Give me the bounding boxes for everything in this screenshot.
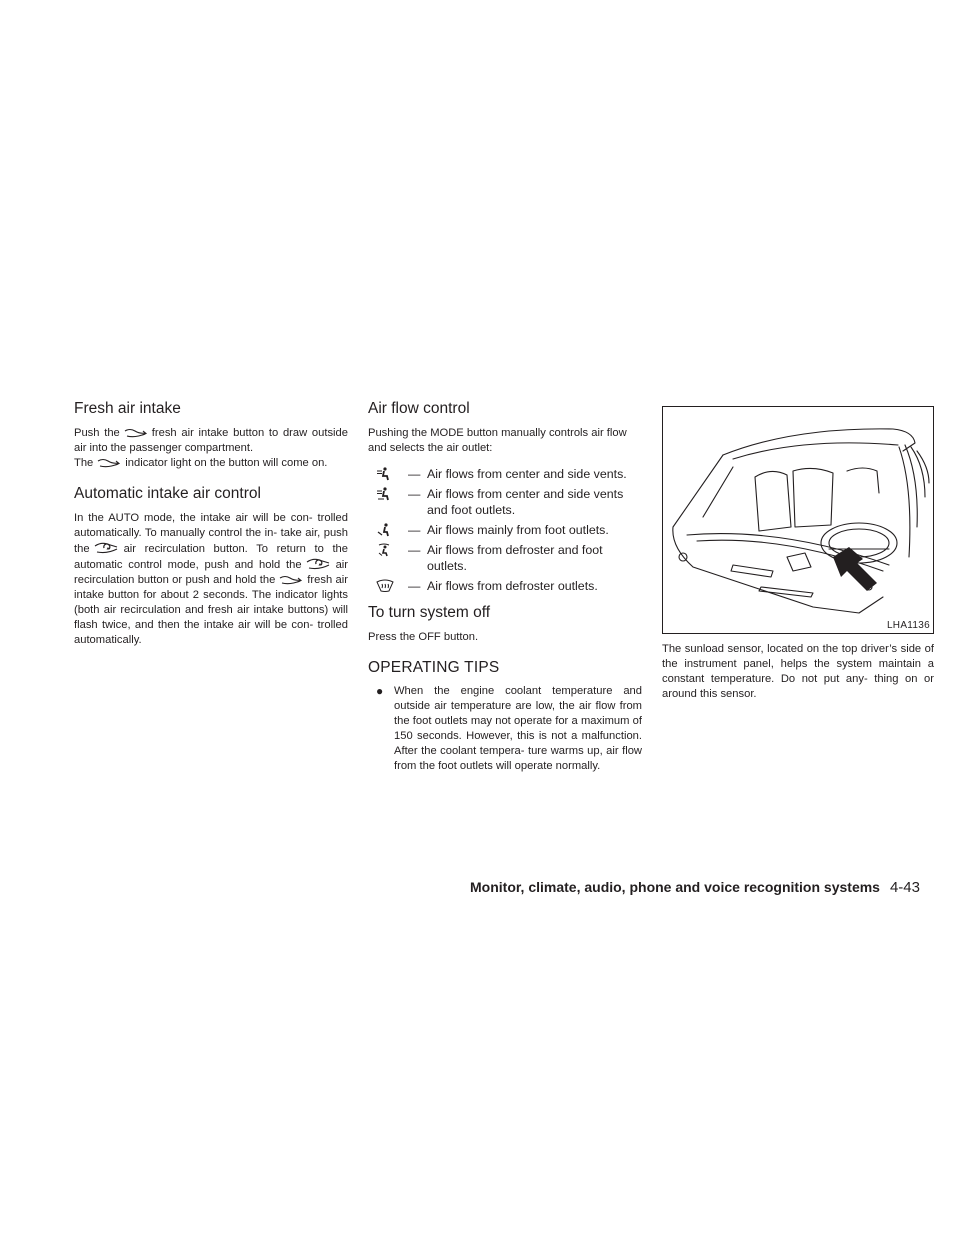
- airflow-mode-item: [368, 486, 642, 518]
- heading-fresh-air-intake: Fresh air intake: [74, 400, 181, 417]
- fresh-air-icon: [278, 574, 304, 586]
- text-run: indicator light on the button will come on.: [125, 456, 328, 469]
- tip-list-item: [368, 684, 642, 774]
- airflow-mode-item: [368, 522, 642, 538]
- mode-text: Air flows mainly from foot outlets.: [427, 522, 609, 537]
- heading-air-flow-control: Air flow control: [368, 400, 470, 417]
- recirculation-icon: [93, 541, 121, 555]
- bullet: ●: [376, 684, 384, 699]
- text-run: Push the: [74, 426, 120, 439]
- tip-text: When the engine coolant temperature and outside air temperature are low, the air flow from the foot outlets may not operate for a maximum of 150 seconds. However, this is not a malfunction. After the coolant tempera- ture warms up, air flow from the foot outlets will operate normally.: [394, 685, 642, 773]
- fresh-air-paragraph: [74, 426, 348, 471]
- dash: —: [408, 542, 421, 557]
- page-footer: [470, 879, 920, 896]
- dash: —: [408, 466, 421, 481]
- heading-automatic-intake: Automatic intake air control: [74, 484, 261, 502]
- dashboard-drawing: [663, 407, 933, 633]
- dash: —: [408, 486, 421, 501]
- mode-text: Air flows from defroster and foot outlets.: [427, 542, 603, 573]
- vent-mode-icon: [376, 467, 392, 485]
- mode-text: Air flows from center and side vents.: [427, 466, 627, 481]
- heading-turn-system-off: To turn system off: [368, 603, 491, 621]
- figure-caption: The sunload sensor, located on the top driver’s side of the instrument panel, helps the system maintain a constant temperature. Do not put any- thing on or around this sensor.: [662, 643, 934, 700]
- system-off-text: Press the OFF button.: [368, 630, 479, 643]
- page-number: 4-43: [889, 879, 920, 896]
- dash: —: [408, 522, 421, 537]
- sunload-sensor-illustration: [662, 406, 934, 634]
- column-right: [662, 406, 934, 712]
- auto-intake-paragraph: [74, 511, 348, 648]
- fresh-air-icon: [123, 427, 149, 439]
- airflow-mode-item: [368, 466, 642, 482]
- text-run: air recirculation button. To return to the automatic control mode, push and hold the: [74, 542, 348, 571]
- mode-text: Air flows from defroster outlets.: [427, 578, 598, 593]
- text-run: fresh air intake button for about 2 seconds. The indicator lights (both air recirculation and fresh air intake buttons) will flash twice, and then the intake air will be con- trolled automatically.: [74, 573, 348, 646]
- section-title: Monitor, climate, audio, phone and voice recognition systems: [470, 879, 880, 895]
- foot-mode-icon: [376, 523, 392, 541]
- figure-label: LHA1136: [886, 620, 930, 631]
- fresh-air-icon: [96, 457, 122, 469]
- column-middle: [368, 400, 642, 774]
- airflow-mode-item: [368, 542, 642, 574]
- text-run: air recirculation button or push and hold the: [74, 558, 348, 586]
- recirculation-icon: [305, 557, 333, 571]
- heading-operating-tips: OPERATING TIPS: [368, 658, 500, 676]
- airflow-intro: Pushing the MODE button manually controls air flow and selects the air outlet:: [368, 426, 627, 454]
- defrost-foot-mode-icon: [376, 543, 392, 561]
- text-run: fresh air intake button to draw outside air into the passenger compartment.: [74, 426, 348, 454]
- mode-text: Air flows from center and side vents and foot outlets.: [427, 486, 624, 517]
- airflow-mode-list: [368, 466, 642, 594]
- airflow-mode-item: [368, 578, 642, 594]
- dash: —: [408, 578, 421, 593]
- defrost-mode-icon: [376, 579, 394, 597]
- text-run: The: [74, 456, 94, 469]
- bilevel-mode-icon: [376, 487, 392, 505]
- text-run: In the AUTO mode, the intake air will be con- trolled automatically. To manually control the in- take air, push the: [74, 511, 348, 555]
- column-left: [74, 400, 348, 658]
